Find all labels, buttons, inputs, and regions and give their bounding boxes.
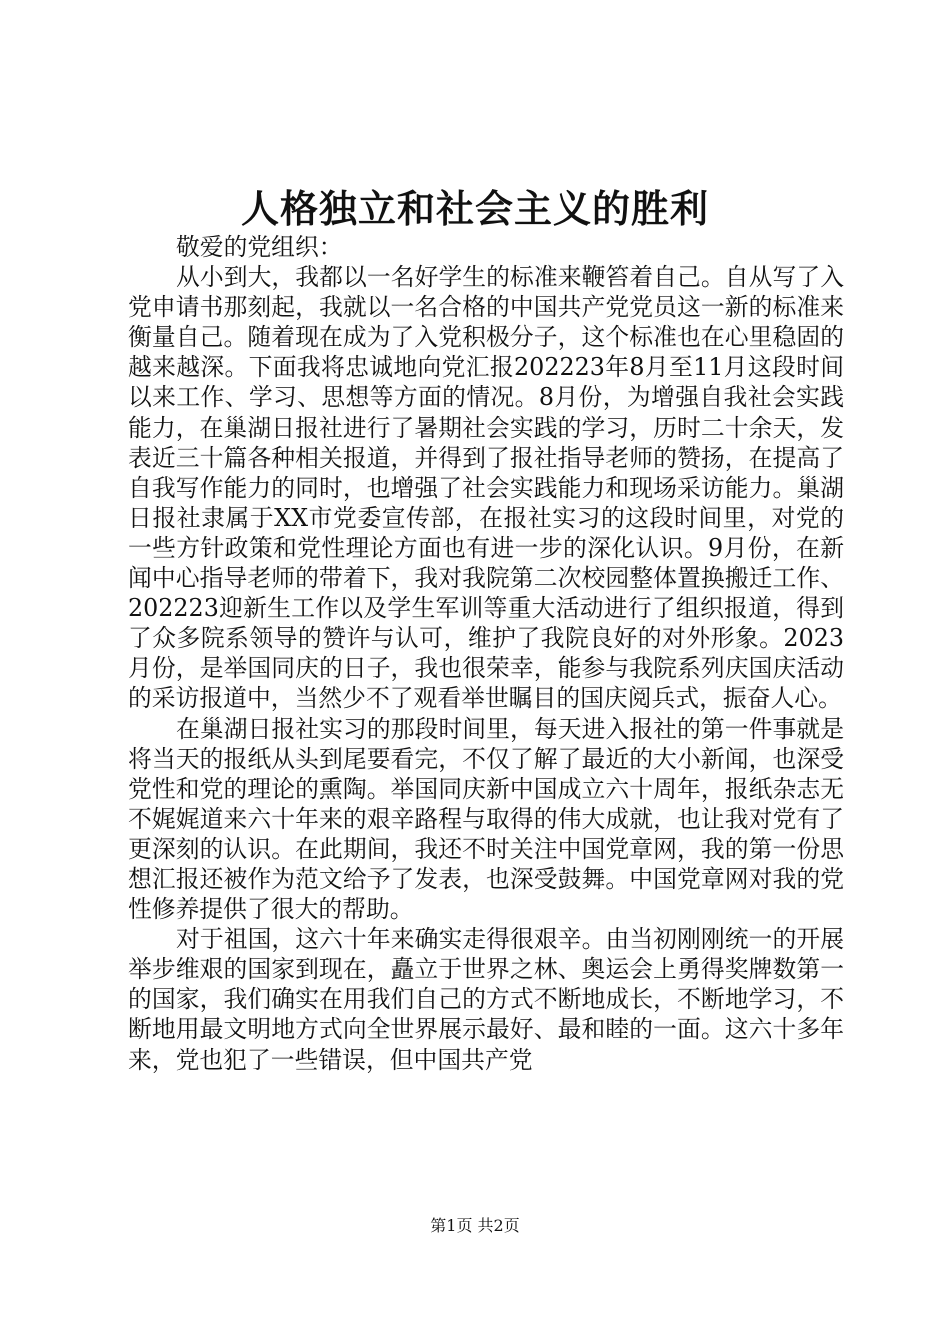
paragraph: 对于祖国，这六十年来确实走得很艰辛。由当初刚刚统一的开展举步维艰的国家到现在，矗立于世界之林、奥运会上勇得奖牌数第一的国家，我们确实在用我们自己的方式不断地成长，不断地学习，不断地用最文明地方式向全世界展示最好、最和睦的一面。这六十多年来，党也犯了一些错误，但中国共产党 — [128, 925, 844, 1074]
paragraph: 在巢湖日报社实习的那段时间里，每天进入报社的第一件事就是将当天的报纸从头到尾要看完，不仅了解了最近的大小新闻，也深受党性和党的理论的熏陶。举国同庆新中国成立六十周年，报纸杂志无不娓娓道来六十年来的艰辛路程与取得的伟大成就，也让我对党有了更深刻的认识。在此期间，我还不时关注中国党章网，我的第一份思想汇报还被作为范文给予了发表，也深受鼓舞。中国党章网对我的党性修养提供了很大的帮助。 — [128, 714, 844, 924]
paragraph: 从小到大，我都以一名好学生的标准来鞭笞着自己。自从写了入党申请书那刻起，我就以一名合格的中国共产党党员这一新的标准来衡量自己。随着现在成为了入党积极分子，这个标准也在心里稳固的越来越深。下面我将忠诚地向党汇报202223年8月至11月这段时间以来工作、学习、思想等方面的情况。8月份，为增强自我社会实践能力，在巢湖日报社进行了暑期社会实践的学习，历时二十余天，发表近三十篇各种相关报道，并得到了报社指导老师的赞扬，在提高了自我写作能力的同时，也增强了社会实践能力和现场采访能力。巢湖日报社隶属于XX市党委宣传部，在报社实习的这段时间里，对党的一些方针政策和党性理论方面也有进一步的深化认识。9月份，在新闻中心指导老师的带着下，我对我院第二次校园整体置换搬迁工作、202223迎新生工作以及学生军训等重大活动进行了组织报道，得到了众多院系领导的赞许与认可，维护了我院良好的对外形象。2023月份，是举国同庆的日子，我也很荣幸，能参与我院系列庆国庆活动的采访报道中，当然少不了观看举世瞩目的国庆阅兵式，振奋人心。 — [128, 263, 844, 713]
page-number: 第1页 共2页 — [430, 1216, 520, 1235]
document-body — [128, 232, 844, 1075]
salutation: 敬爱的党组织： — [176, 233, 343, 261]
document-title: 人格独立和社会主义的胜利 — [240, 186, 709, 231]
